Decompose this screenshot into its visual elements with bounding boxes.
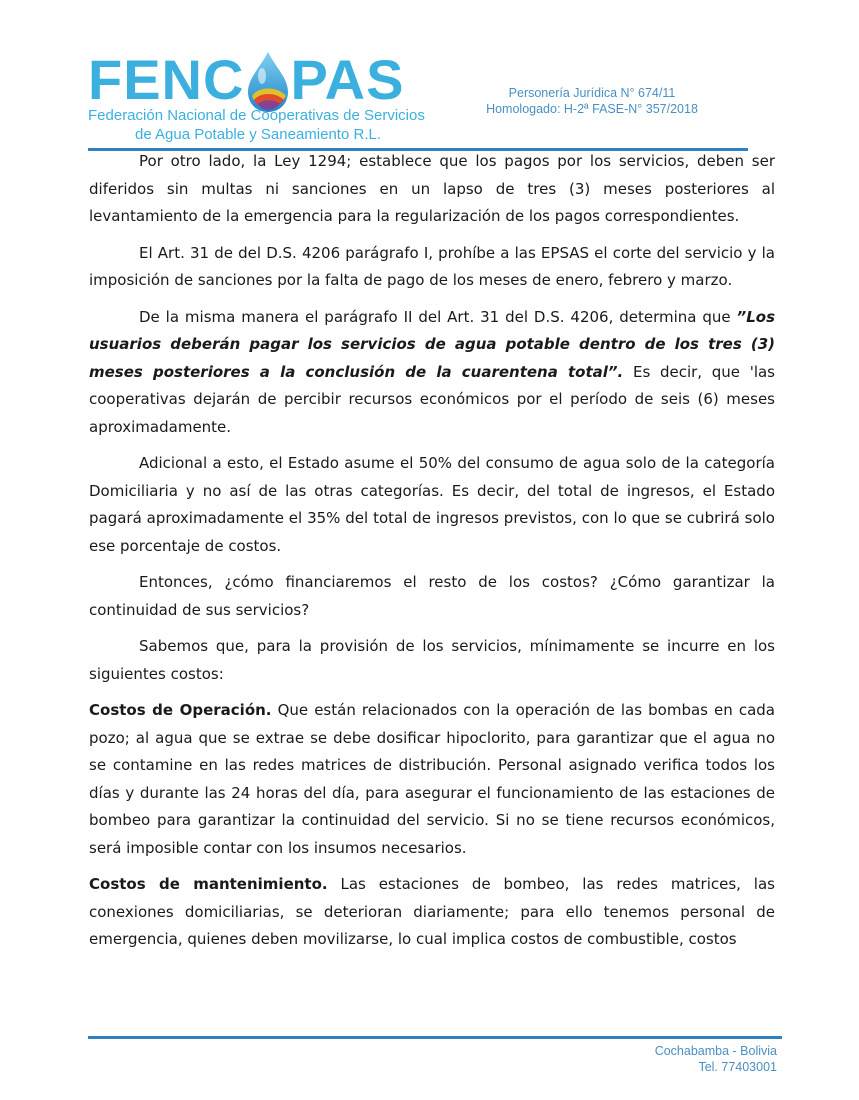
letterhead <box>0 0 859 160</box>
paragraph-costs-intro: Sabemos que, para la provisión de los servicios, mínimamente se incurre en los siguientes costos: <box>89 637 775 683</box>
logo-subtitle-line2: de Agua Potable y Saneamiento R.L. <box>134 126 381 143</box>
legal-registration <box>462 85 722 117</box>
footer-contact <box>655 1043 777 1075</box>
operation-costs-title: Costos de Operación. <box>89 701 272 719</box>
paragraph-question: Entonces, ¿cómo financiaremos el resto de los costos? ¿Cómo garantizar la continuidad de sus servicios? <box>89 573 775 619</box>
legal-line-2: Homologado: H-2ª FASE-N° 357/2018 <box>486 102 698 116</box>
footer-phone: Tel. 77403001 <box>698 1060 777 1074</box>
paragraph-text: Es decir, que 'las cooperativas dejarán de percibir recursos económicos por el período de seis (6) meses aproximadamente. <box>89 362 775 436</box>
logo-subtitle-line1: Federación Nacional de Cooperativas de Servicios <box>88 107 425 124</box>
paragraph-maintenance-costs <box>89 871 775 954</box>
paragraph-text: De la misma manera el parágrafo II del Art. 31 del D.S. 4206, determina que <box>139 307 737 326</box>
quoted-decree: ”Los usuarios deberán pagar los servicios de agua potable dentro de los tres (3) meses posteriores a la conclusión de la cuarentena total”. <box>89 307 775 381</box>
paragraph-art-31-i: El Art. 31 de del D.S. 4206 parágrafo I, prohíbe a las EPSAS el corte del servicio y la imposición de sanciones por la falta de pago de los meses de enero, febrero y marzo. <box>89 243 775 289</box>
letter-body <box>89 148 775 963</box>
logo-text-left: FENC <box>88 48 245 111</box>
paragraph-text: Que están relacionados con la operación de las bombas en cada pozo; al agua que se extrae se debe dosificar hipoclorito, para garantizar que el agua no se contamine en las redes matrices de distribución. Personal asignado verifica todos los días y durante las 24 horas del día, para asegurar el funcionamiento de las estaciones de bombeo para garantizar la continuidad del servicio. Si no se tiene recursos económicos, será imposible contar con los insumos necesarios. <box>89 701 776 857</box>
water-drop-icon <box>240 50 296 114</box>
paragraph-operation-costs <box>89 697 775 862</box>
paragraph-text: Las estaciones de bombeo, las redes matrices, las conexiones domiciliarias, se deterioran diariamente; para ello tenemos personal de emergencia, quienes deben movilizarse, lo cual implica costos de combustible, costos <box>89 875 775 948</box>
footer-divider <box>88 1036 782 1039</box>
paragraph-art-31-ii <box>89 304 775 442</box>
fencopas-logo <box>88 50 433 148</box>
logo-text-right: PAS <box>290 48 405 111</box>
paragraph-ley-1294: Por otro lado, la Ley 1294; establece que los pagos por los servicios, deben ser diferidos sin multas ni sanciones en un lapso de tres (3) meses posteriores al levantamiento de la emergencia para la regularización de los pagos correspondientes. <box>89 152 775 225</box>
legal-line-1: Personería Jurídica N° 674/11 <box>508 86 676 100</box>
footer-city: Cochabamba - Bolivia <box>654 1044 777 1058</box>
maintenance-costs-title: Costos de mantenimiento. <box>89 875 328 893</box>
paragraph-estado-50: Adicional a esto, el Estado asume el 50% del consumo de agua solo de la categoría Domiciliaria y no así de las otras categorías. Es decir, del total de ingresos, el Estado pagará aproximadamente el 35% del total de ingresos previstos, con lo que se cubrirá solo ese porcentaje de costos. <box>89 454 775 555</box>
